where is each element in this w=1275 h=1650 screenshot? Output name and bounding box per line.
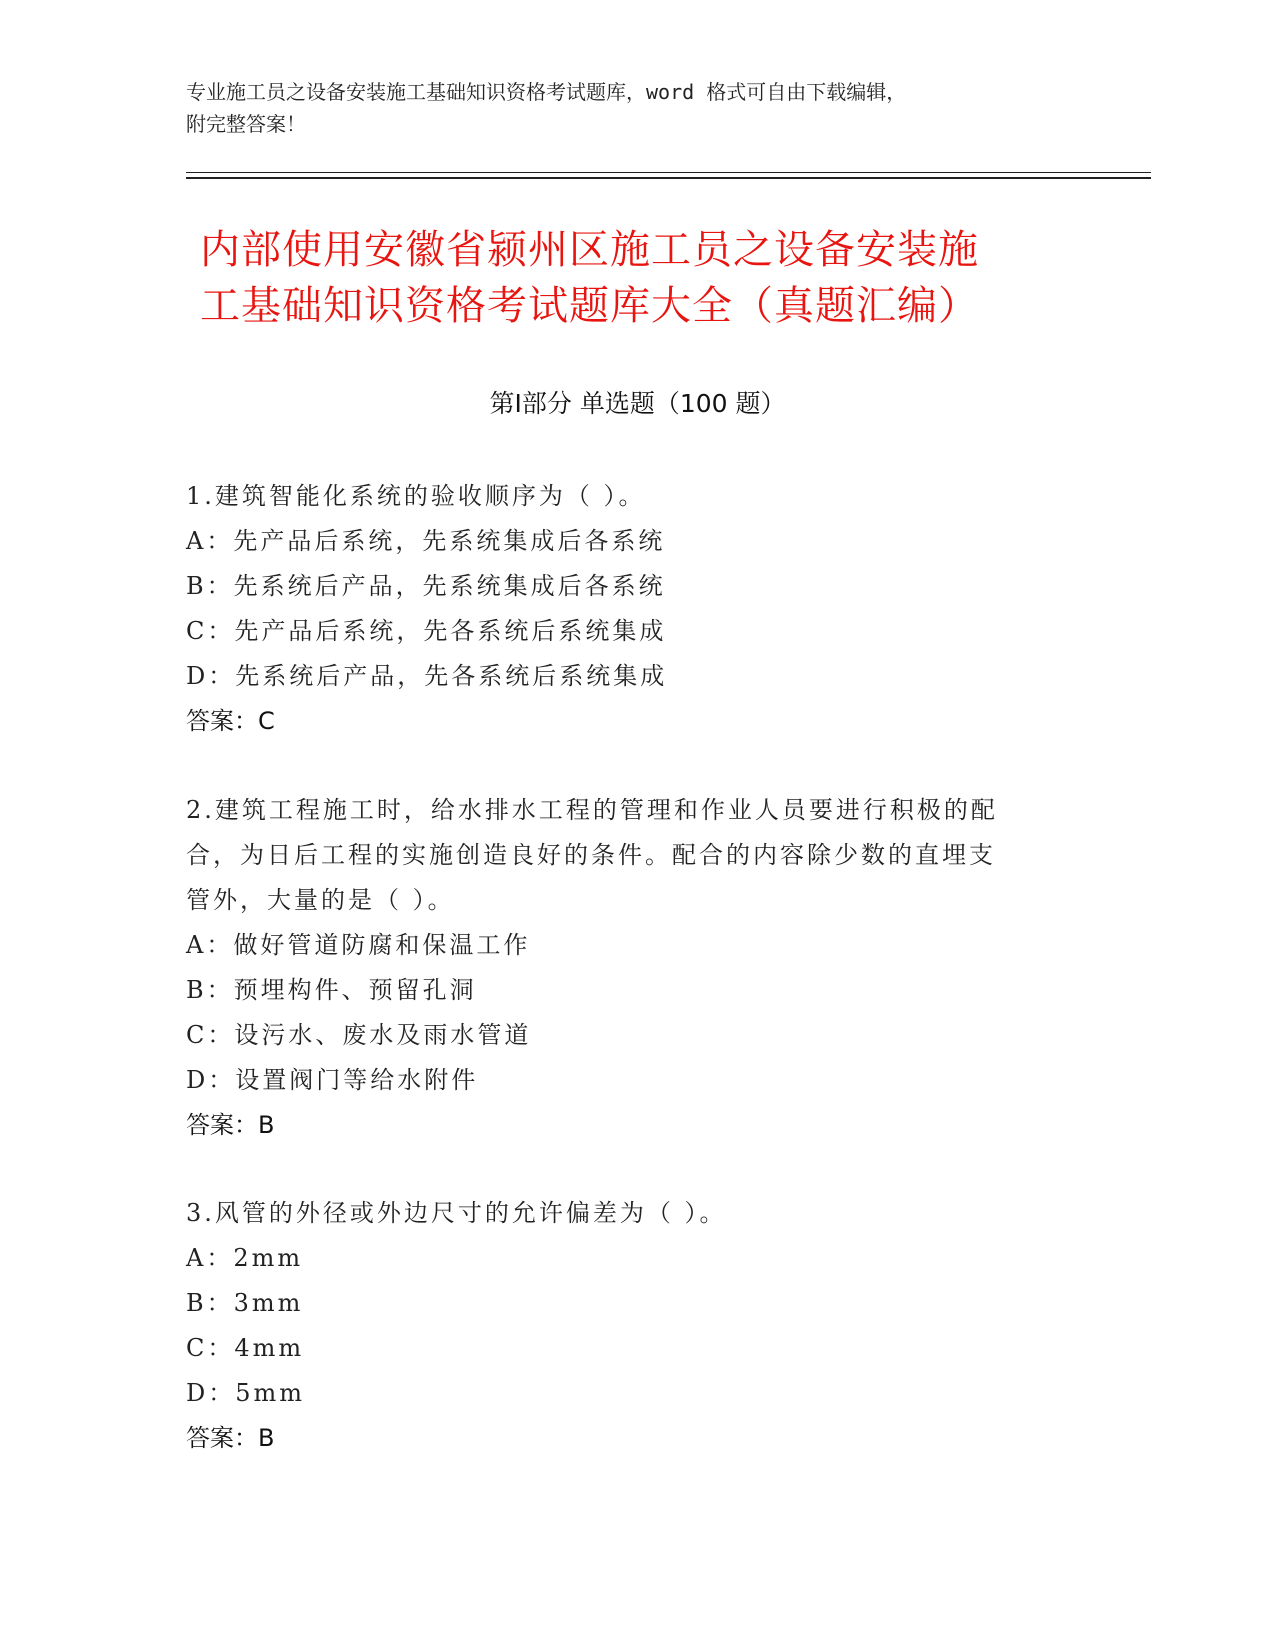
header-divider-top [186,172,1151,173]
header-note [186,76,1086,140]
answer: 答案：C [186,707,275,735]
option-b: B：3mm [186,1289,304,1317]
option-d: D：设置阀门等给水附件 [186,1066,479,1094]
section-heading: 第Ⅰ部分 单选题（100 题） [489,389,786,418]
question-spacer [186,744,1086,788]
option-a: A：先产品后系统，先系统集成后各系统 [186,527,666,555]
document-title-line-2: 工基础知识资格考试题库大全（真题汇编） [200,283,979,329]
document-title [200,222,1100,334]
question-stem-line-3: 管外，大量的是（ ）。 [186,886,455,914]
question-stem: 1.建筑智能化系统的验收顺序为（ ）。 [186,482,646,510]
option-a: A：做好管道防腐和保温工作 [186,931,531,959]
question-1 [186,474,1086,744]
document-title-line-1: 内部使用安徽省颍州区施工员之设备安装施 [200,227,979,273]
option-c: C：4mm [186,1334,305,1362]
option-b: B：预埋构件、预留孔洞 [186,976,477,1004]
question-spacer [186,1148,1086,1191]
question-stem-line-1: 2.建筑工程施工时，给水排水工程的管理和作业人员要进行积极的配 [186,796,998,824]
question-stem-line-2: 合，为日后工程的实施创造良好的条件。配合的内容除少数的直埋支 [186,841,996,869]
header-note-line-1: 专业施工员之设备安装施工基础知识资格考试题库，word 格式可自由下载编辑， [186,80,907,104]
option-d: D：先系统后产品，先各系统后系统集成 [186,662,668,690]
option-a: A：2mm [186,1244,304,1272]
question-stem: 3.风管的外径或外边尺寸的允许偏差为（ ）。 [186,1199,727,1227]
answer: 答案：B [186,1424,275,1452]
question-2 [186,788,1086,1148]
header-note-line-2: 附完整答案！ [186,112,306,136]
answer: 答案：B [186,1111,275,1139]
option-d: D：5mm [186,1379,306,1407]
question-3 [186,1191,1086,1461]
option-c: C：设污水、废水及雨水管道 [186,1021,532,1049]
header-divider-bottom [186,177,1151,179]
option-c: C：先产品后系统，先各系统后系统集成 [186,617,667,645]
question-list [186,474,1086,1461]
option-b: B：先系统后产品，先系统集成后各系统 [186,572,666,600]
